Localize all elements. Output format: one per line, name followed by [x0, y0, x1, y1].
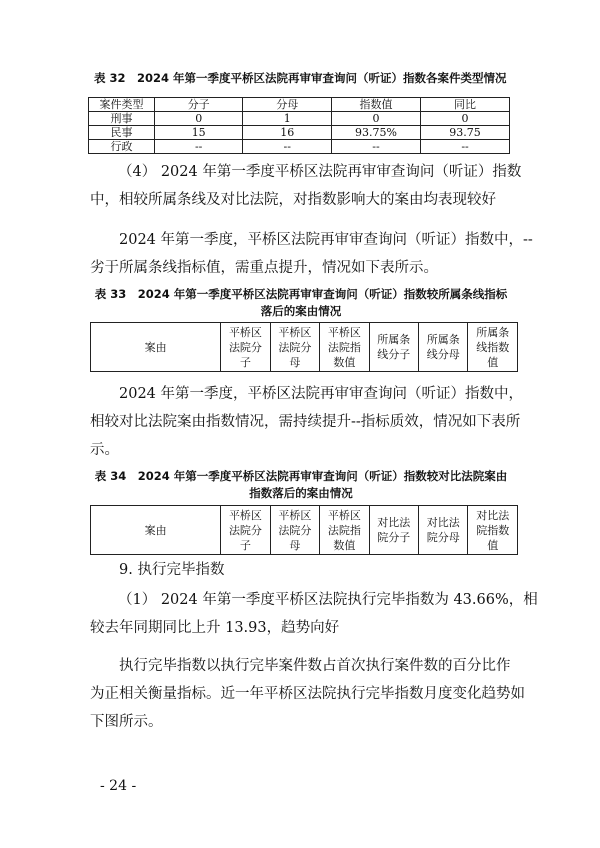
- caption-line: 表 33 2024 年第一季度平桥区法院再审审查询问（听证）指数较所属条线指标: [94, 287, 508, 301]
- table-header-cell: 对比法 院分母: [419, 506, 468, 555]
- table-cell: 0: [154, 112, 243, 126]
- table-cell: 93.75%: [331, 126, 420, 140]
- table-header-cell: 平桥区 法院分 子: [221, 323, 270, 372]
- table-cell: --: [421, 140, 510, 154]
- table-cell: 0: [331, 112, 420, 126]
- table-header-cell: 指数值: [331, 98, 420, 112]
- table-33: [90, 322, 518, 372]
- table-header-row: [91, 506, 518, 555]
- section-title-text: 9. 执行完毕指数: [119, 562, 225, 578]
- table-header-cell: 平桥区 法院指 数值: [320, 323, 369, 372]
- table-header-cell: 对比法 院指数 值: [468, 506, 518, 555]
- table-cell: 刑事: [89, 112, 155, 126]
- caption-line: 落后的案由情况: [260, 304, 342, 318]
- table-cell: --: [331, 140, 420, 154]
- table-cell: 0: [421, 112, 510, 126]
- table-header-cell: 分母: [243, 98, 332, 112]
- table-cell: --: [154, 140, 243, 154]
- table-header-cell: 所属条 线指数 值: [468, 323, 518, 372]
- paragraph-line: 下图所示。: [90, 714, 163, 730]
- paragraph-line: 为正相关衡量指标。近一年平桥区法院执行完毕指数月度变化趋势如: [90, 686, 525, 702]
- table-header-cell: 案件类型: [89, 98, 155, 112]
- table-header-cell: 平桥区 法院分 母: [270, 323, 319, 372]
- heading-line: （1） 2024 年第一季度平桥区法院执行完毕指数为 43.66%，相: [118, 592, 538, 608]
- table-32-caption: 表 32 2024 年第一季度平桥区法院再审审查询问（听证）指数各案件类型情况: [94, 71, 507, 85]
- table-header-cell: 所属条 线分子: [369, 323, 418, 372]
- table-cell: 93.75: [421, 126, 510, 140]
- section-9-title: [119, 556, 519, 584]
- table-header-row: [91, 323, 518, 372]
- paragraph-line: 示。: [90, 442, 119, 458]
- table-header-cell: 同比: [421, 98, 510, 112]
- table-33-caption: [86, 286, 516, 320]
- table-cell: 15: [154, 126, 243, 140]
- table-32: [88, 97, 510, 154]
- paragraph-2: [90, 380, 524, 464]
- table-cell: --: [243, 140, 332, 154]
- table-34: [90, 505, 518, 555]
- table-row: [89, 112, 510, 126]
- caption-line: 表 34 2024 年第一季度平桥区法院再审审查询问（听证）指数较对比法院案由: [94, 469, 508, 483]
- table-row: [89, 140, 510, 154]
- table-header-cell: 对比法 院分子: [369, 506, 418, 555]
- table-cell: 行政: [89, 140, 155, 154]
- table-cell: 16: [243, 126, 332, 140]
- heading-line: 较去年同期同比上升 13.93，趋势向好: [90, 620, 340, 636]
- section-heading-1: [90, 586, 538, 642]
- table-header-row: [89, 98, 510, 112]
- paragraph-3: [90, 652, 525, 736]
- table-header-cell: 案由: [91, 506, 221, 555]
- caption-line: 指数落后的案由情况: [249, 486, 353, 500]
- paragraph-line: 执行完毕指数以执行完毕案件数占首次执行案件数的百分比作: [119, 658, 511, 674]
- table-34-caption: [86, 468, 516, 502]
- page-number: - 24 -: [100, 778, 137, 794]
- heading-line: 中，相较所属条线及对比法院，对指数影响大的案由均表现较好: [90, 192, 496, 208]
- table-header-cell: 平桥区 法院分 母: [270, 506, 319, 555]
- table-header-cell: 案由: [91, 323, 221, 372]
- paragraph-1: [90, 226, 533, 282]
- table-header-cell: 平桥区 法院分 子: [221, 506, 270, 555]
- paragraph-line: 2024 年第一季度，平桥区法院再审审查询问（听证）指数中，--: [119, 232, 533, 248]
- table-cell: 民事: [89, 126, 155, 140]
- table-cell: 1: [243, 112, 332, 126]
- table-row: [89, 126, 510, 140]
- paragraph-line: 劣于所属条线指标值，需重点提升，情况如下表所示。: [90, 260, 438, 276]
- paragraph-line: 2024 年第一季度，平桥区法院再审审查询问（听证）指数中，: [119, 386, 524, 402]
- heading-line: （4） 2024 年第一季度平桥区法院再审审查询问（听证）指数: [118, 164, 522, 180]
- table-header-cell: 所属条 线分母: [419, 323, 468, 372]
- table-header-cell: 平桥区 法院指 数值: [320, 506, 369, 555]
- table-header-cell: 分子: [154, 98, 243, 112]
- section-heading-4: [90, 158, 520, 214]
- paragraph-line: 相较对比法院案由指数情况，需持续提升--指标质效，情况如下表所: [90, 414, 521, 430]
